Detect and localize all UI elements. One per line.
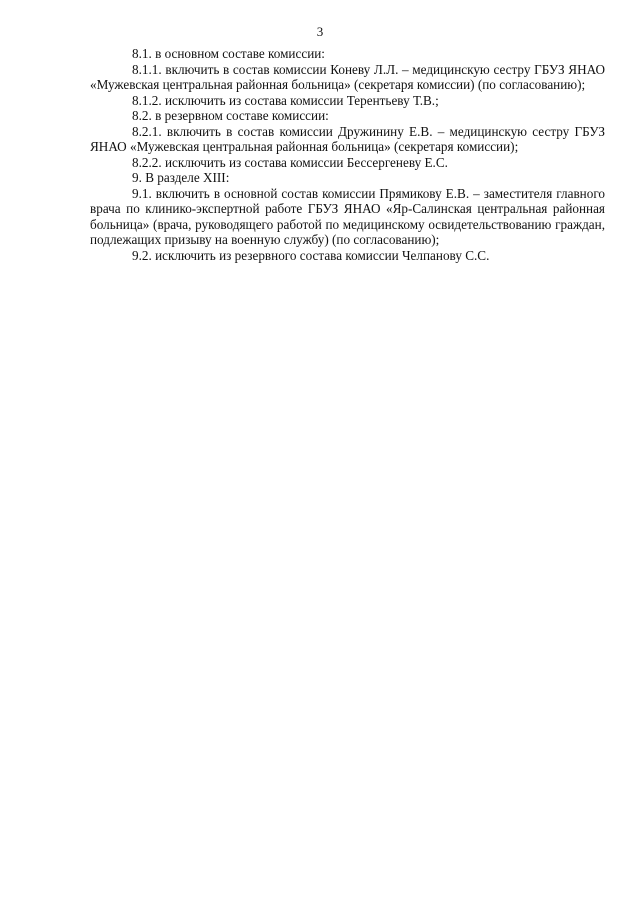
document-body xyxy=(90,46,605,263)
paragraph-9-1: 9.1. включить в основной состав комиссии Прямикову Е.В. – заместителя главного врача по клинико-экспертной работе ГБУЗ ЯНАО «Яр-Салинская центральная районная больница» (врача, руководящего работой по медицинскому освидетельствованию граждан, подлежащих призыву на военную службу) (по согласованию); xyxy=(90,185,605,247)
paragraph-8-1-1: 8.1.1. включить в состав комиссии Коневу Л.Л. – медицинскую сестру ГБУЗ ЯНАО «Мужевская центральная районная больница» (секретаря комиссии) (по согласованию); xyxy=(90,61,605,92)
paragraph-8-1: 8.1. в основном составе комиссии: xyxy=(132,46,325,61)
paragraph-8-2: 8.2. в резервном составе комиссии: xyxy=(132,108,329,123)
paragraph-8-2-1: 8.2.1. включить в состав комиссии Дружинину Е.В. – медицинскую сестру ГБУЗ ЯНАО «Мужевская центральная районная больница» (секретаря комиссии); xyxy=(90,123,605,154)
paragraph-8-1-2: 8.1.2. исключить из состава комиссии Терентьеву Т.В.; xyxy=(132,92,439,108)
paragraph-9-2: 9.2. исключить из резервного состава комиссии Челпанову С.С. xyxy=(132,247,490,263)
paragraph-9: 9. В разделе XIII: xyxy=(132,170,230,185)
paragraph-8-2-2: 8.2.2. исключить из состава комиссии Бессергеневу Е.С. xyxy=(132,154,448,170)
page-number: 3 xyxy=(316,24,324,39)
